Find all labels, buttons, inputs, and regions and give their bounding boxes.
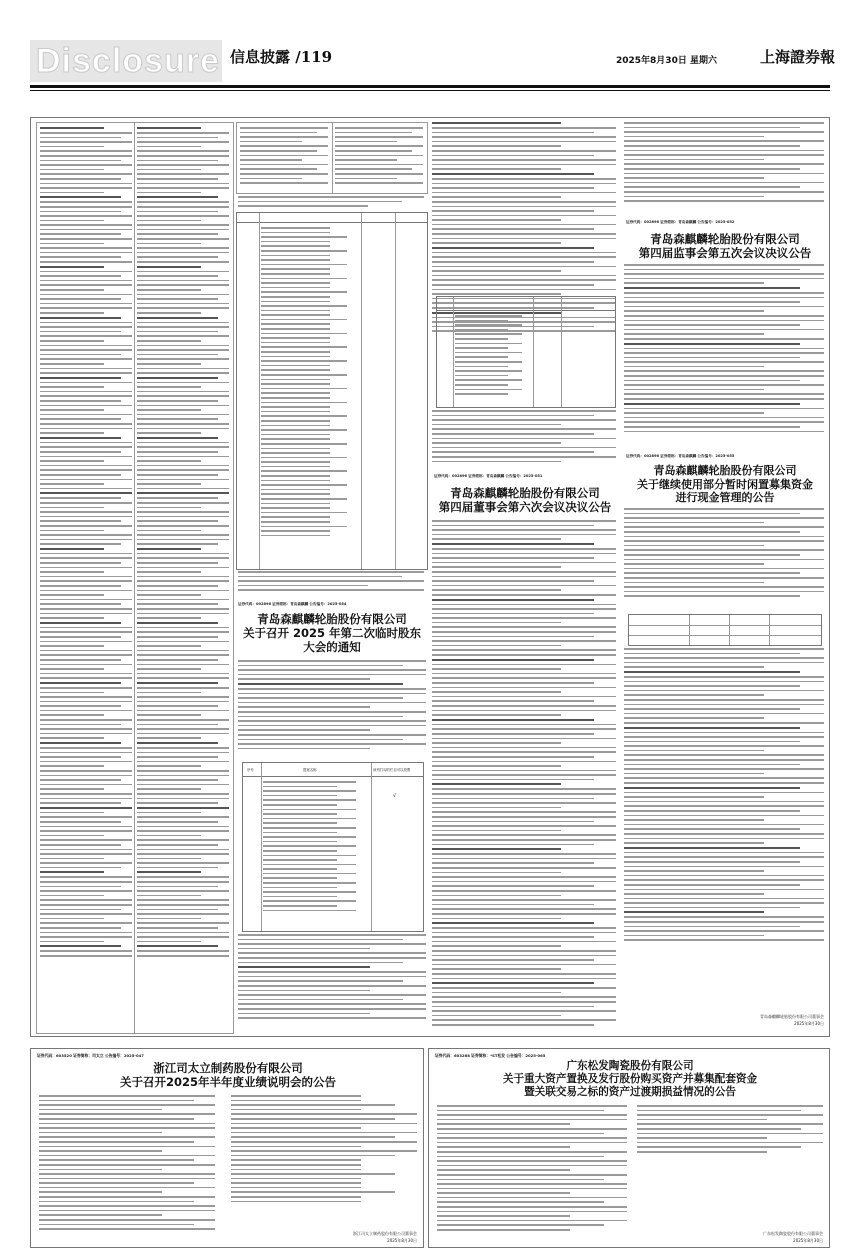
board-resolution-body: [432, 520, 616, 1028]
masthead-rule-thin: [30, 90, 830, 91]
signature-date: 2025年8月30日: [794, 1021, 824, 1026]
board-signature: 青岛森麒麟轮胎股份有限公司董事会: [760, 1014, 824, 1019]
disclosure-logo: Disclosure: [30, 40, 222, 82]
announcement-title: 浙江司太立制药股份有限公司 关于召开2025年半年度业绩说明会的公告: [119, 1061, 336, 1089]
comparison-continuation: [236, 122, 428, 194]
signature: 广东松发陶瓷股份有限公司董事会: [763, 1231, 823, 1236]
bottom-right-announcement: [428, 1048, 830, 1248]
signature-date: 2025年8月30日: [793, 1238, 823, 1243]
middle-column-body-2: [432, 410, 616, 470]
announcement-code-line: 证券代码：603268 证券简称：*ST松发 公告编号：2025-065: [435, 1053, 546, 1058]
board-resolution-code: 证券代码：002896 证券简称：青岛森麒麟 公告编号：2025-051: [434, 474, 543, 478]
table-header-vote: 该列打勾的栏目可以投票: [373, 768, 411, 772]
section-title: 信息披露 /119: [230, 48, 333, 66]
fund-usage-table: [628, 614, 822, 646]
cash-management-code: 证券代码：002896 证券简称：青岛森麒麟 公告编号：2025-055: [626, 454, 735, 458]
announcement-body-right: [231, 1095, 417, 1219]
newspaper-name: 上海證券報: [760, 48, 836, 66]
announcement-title: 广东松发陶瓷股份有限公司 关于重大资产置换及发行股份购买资产并募集配套资金 暨关联交易之标的资产过渡期损益情况的公告: [502, 1060, 758, 1098]
egm-notice-body: [238, 660, 426, 760]
announcement-code-line: 证券代码：002896 证券简称：青岛森麒麟 公告编号：2025-054: [238, 602, 347, 606]
supervisory-board-title: 青岛森麒麟轮胎股份有限公司 第四届监事会第五次会议决议公告: [638, 232, 812, 260]
announcement-body-left: [39, 1095, 215, 1243]
supervisory-board-code: 证券代码：002896 证券简称：青岛森麒麟 公告编号：2025-052: [626, 220, 735, 224]
table-header-index: 序号: [247, 768, 254, 772]
articles-comparison-table: [36, 122, 234, 1034]
issue-date: 2025年8月30日 星期六: [616, 56, 717, 66]
egm-notice-body-2: [238, 934, 426, 1030]
regulations-table: [236, 212, 428, 570]
body-text: [238, 196, 424, 210]
board-resolution-title: 青岛森麒麟轮胎股份有限公司 第四届董事会第六次会议决议公告: [438, 486, 612, 514]
signature-date: 2025年8月30日: [387, 1238, 417, 1243]
table-header-name: 提案名称: [303, 768, 317, 772]
bottom-left-announcement: [30, 1048, 424, 1248]
egm-notice-title: 青岛森麒麟轮胎股份有限公司 关于召开 2025 年第二次临时股东 大会的通知: [242, 612, 421, 654]
vote-mark: √: [393, 793, 397, 799]
cash-management-body: [624, 508, 824, 612]
announcement-code-line: 证券代码：603520 证券简称：司太立 公告编号：2025-047: [37, 1053, 144, 1058]
masthead-rule: [30, 85, 830, 88]
middle-proposals-table: [436, 296, 616, 408]
cash-management-title: 青岛森麒麟轮胎股份有限公司 关于继续使用部分暂时闲置募集资金 进行现金管理的公告: [637, 464, 813, 504]
signature: 浙江司太立制药股份有限公司董事会: [353, 1231, 417, 1236]
supervisory-board-body: [624, 264, 824, 454]
announcement-body-right: [637, 1105, 823, 1165]
cash-management-body-2: [624, 648, 824, 966]
announcement-body-left: [437, 1105, 627, 1243]
body-text: [238, 571, 424, 597]
proposals-table: [242, 762, 424, 932]
right-column-body: [624, 122, 824, 214]
